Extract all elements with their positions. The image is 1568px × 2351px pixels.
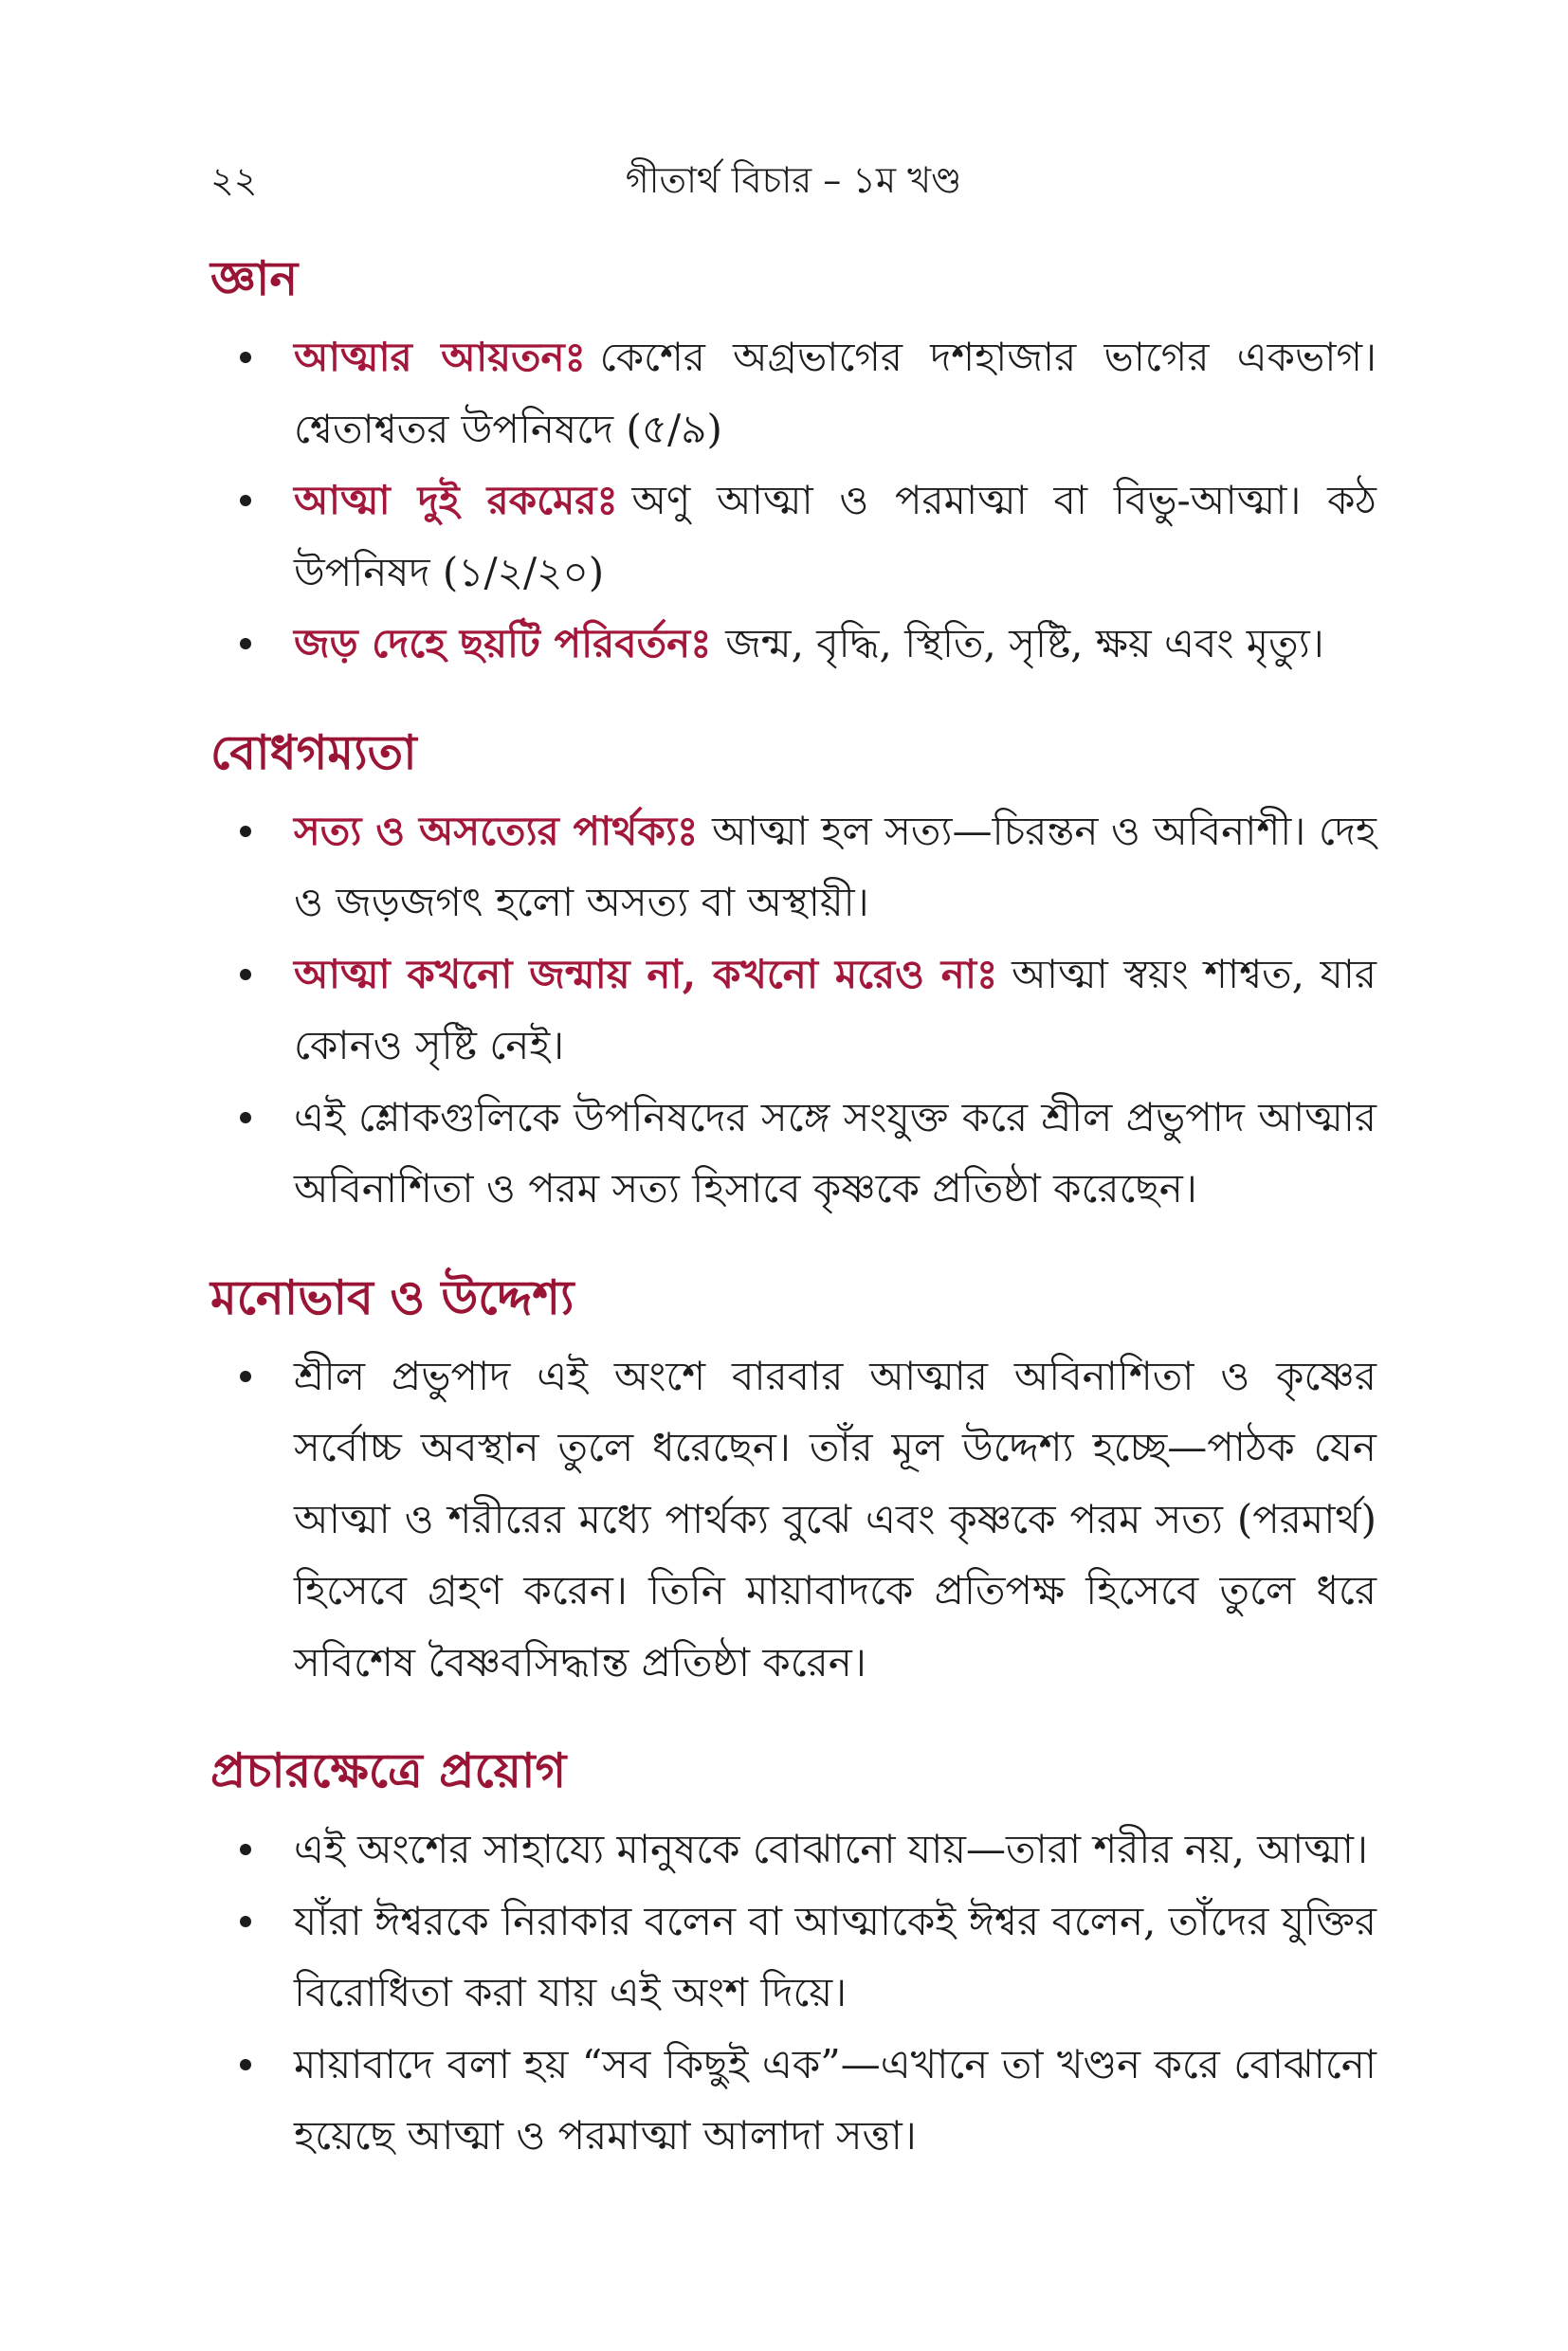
item-text: অণু আত্মা ও পরমাত্মা বা বিভু-আত্মা। কঠ উপনিষদ (১/২/২০): [294, 477, 1377, 595]
list-item: [210, 795, 1377, 939]
bullet-icon: [240, 2059, 251, 2070]
item-text: কেশের অগ্রভাগের দশহাজার ভাগের একভাগ। শ্বেতাশ্বতর উপনিষদে (৫/৯): [294, 334, 1377, 452]
section-heading: জ্ঞান: [210, 251, 299, 306]
item-label: আত্মা কখনো জন্মায় না, কখনো মরেও নাঃ: [294, 950, 998, 997]
running-title: গীতার্থ বিচার – ১ম খণ্ড: [625, 159, 962, 201]
bullet-icon: [240, 352, 251, 363]
section-gyan: [210, 246, 1377, 680]
item-text: যাঁরা ঈশ্বরকে নিরাকার বলেন বা আত্মাকেই ঈশ্বর বলেন, তাঁদের যুক্তির বিরোধিতা করা যায় এই অংশ দিয়ে।: [294, 1897, 1377, 2015]
page-number: ২২: [210, 159, 258, 201]
section-bodhgomyota: [210, 720, 1377, 1225]
list-item: [210, 1886, 1377, 2029]
bullet-list: [210, 321, 1377, 680]
list-item: [210, 1082, 1377, 1225]
bullet-icon: [240, 638, 251, 649]
section-heading: প্রচারক্ষেত্রে প্রয়োগ: [210, 1743, 567, 1798]
bullet-icon: [240, 1916, 251, 1927]
page-header: [210, 152, 1377, 209]
section-heading: বোধগম্যতা: [210, 724, 417, 780]
list-item: [210, 321, 1377, 465]
item-text: এই শ্লোকগুলিকে উপনিষদের সঙ্গে সংযুক্ত করে শ্রীল প্রভুপাদ আত্মার অবিনাশিতা ও পরম সত্য হিসাবে কৃষ্ণকে প্রতিষ্ঠা করেছেন।: [294, 1093, 1377, 1212]
item-label: আত্মার আয়তনঃ: [294, 334, 586, 380]
item-text: মায়াবাদে বলা হয় “সব কিছুই এক”—এখানে তা খণ্ডন করে বোঝানো হয়েছে আত্মা ও পরমাত্মা আলাদা সত্তা।: [294, 2040, 1377, 2159]
item-text: আত্মা স্বয়ং শাশ্বত, যার কোনও সৃষ্টি নেই।: [294, 950, 1377, 1068]
item-label: সত্য ও অসত্যের পার্থক্যঃ: [294, 807, 699, 854]
item-text: জন্ম, বৃদ্ধি, স্থিতি, সৃষ্টি, ক্ষয় এবং মৃত্যু।: [725, 620, 1324, 666]
bullet-list: [210, 795, 1377, 1225]
bullet-icon: [240, 1844, 251, 1855]
item-label: জড় দেহে ছয়টি পরিবর্তনঃ: [294, 620, 712, 666]
item-text: আত্মা হল সত্য—চিরন্তন ও অবিনাশী। দেহ ও জড়জগৎ হলো অসত্য বা অস্থায়ী।: [294, 807, 1377, 925]
list-item: [210, 2029, 1377, 2172]
item-text: শ্রীল প্রভুপাদ এই অংশে বারবার আত্মার অবিনাশিতা ও কৃষ্ণের সর্বোচ্চ অবস্থান তুলে ধরেছেন। তাঁর মূল উদ্দেশ্য হচ্ছে—পাঠক যেন আত্মা ও শরীরের মধ্যে পার্থক্য বুঝে এবং কৃষ্ণকে পরম সত্য (পরমার্থ) হিসেবে গ্রহণ করেন। তিনি মায়াবাদকে প্রতিপক্ষ হিসেবে তুলে ধরে সবিশেষ বৈষ্ণবসিদ্ধান্ত প্রতিষ্ঠা করেন।: [294, 1352, 1377, 1686]
bullet-list: [210, 1813, 1377, 2172]
list-item: [210, 1340, 1377, 1699]
list-item: [210, 465, 1377, 608]
list-item: [210, 1813, 1377, 1886]
list-item: [210, 608, 1377, 680]
section-preaching-application: [210, 1738, 1377, 2172]
page-content: [210, 246, 1377, 2172]
item-text: এই অংশের সাহায্যে মানুষকে বোঝানো যায়—তারা শরীর নয়, আত্মা।: [294, 1826, 1368, 1872]
bullet-icon: [240, 1112, 251, 1123]
bullet-icon: [240, 969, 251, 980]
bullet-icon: [240, 1371, 251, 1382]
section-attitude-purpose: [210, 1265, 1377, 1699]
bullet-icon: [240, 495, 251, 506]
section-heading: মনোভাব ও উদ্দেশ্য: [210, 1269, 574, 1325]
bullet-list: [210, 1340, 1377, 1699]
list-item: [210, 939, 1377, 1082]
item-label: আত্মা দুই রকমেরঃ: [294, 477, 618, 523]
bullet-icon: [240, 826, 251, 837]
